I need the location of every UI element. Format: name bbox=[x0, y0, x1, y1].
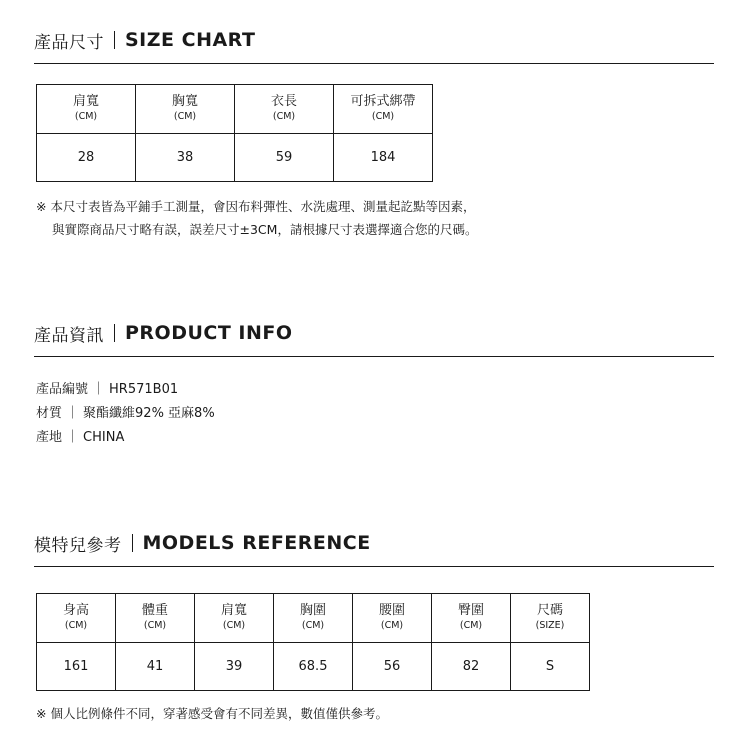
models-section bbox=[34, 528, 714, 567]
models-table bbox=[36, 593, 590, 691]
size-chart-title bbox=[34, 25, 714, 55]
header-unit: (CM) bbox=[272, 111, 296, 122]
value-cell: 38 bbox=[136, 134, 235, 182]
header-label: 衣長 bbox=[270, 94, 297, 109]
value-cell: 41 bbox=[116, 643, 195, 691]
product-info-title bbox=[34, 318, 714, 348]
header-label: 身高 bbox=[62, 603, 89, 618]
value-cell: 56 bbox=[353, 643, 432, 691]
header-cell bbox=[511, 594, 590, 643]
header-label: 肩寬 bbox=[72, 94, 99, 109]
header-label: 尺碼 bbox=[536, 603, 563, 618]
value-cell: 68.5 bbox=[274, 643, 353, 691]
section-divider bbox=[34, 566, 714, 567]
size-chart-table bbox=[36, 84, 433, 182]
header-label: 腰圍 bbox=[378, 603, 405, 618]
header-label: 胸圍 bbox=[299, 603, 326, 618]
header-cell bbox=[235, 85, 334, 134]
product-info-list bbox=[36, 378, 215, 450]
header-cell bbox=[37, 594, 116, 643]
value-cell: 28 bbox=[37, 134, 136, 182]
value-cell: 39 bbox=[195, 643, 274, 691]
size-chart-section bbox=[34, 25, 714, 64]
header-unit: (CM) bbox=[173, 111, 197, 122]
header-unit: (CM) bbox=[459, 620, 483, 631]
header-cell bbox=[432, 594, 511, 643]
header-cell bbox=[195, 594, 274, 643]
product-info-value: CHINA bbox=[83, 430, 125, 445]
models-title-en: MODELS REFERENCE bbox=[142, 532, 371, 554]
header-unit: (CM) bbox=[222, 620, 246, 631]
size-chart-value-row bbox=[37, 134, 433, 182]
header-label: 可拆式綁帶 bbox=[350, 94, 416, 109]
header-label: 肩寬 bbox=[220, 603, 247, 618]
product-info-divider: ｜ bbox=[66, 406, 80, 421]
header-label: 胸寬 bbox=[171, 94, 198, 109]
header-cell bbox=[334, 85, 433, 134]
section-divider bbox=[34, 63, 714, 64]
size-chart-header-row bbox=[37, 85, 433, 134]
title-separator bbox=[114, 31, 115, 49]
header-unit: (CM) bbox=[301, 620, 325, 631]
header-label: 體重 bbox=[141, 603, 168, 618]
models-title-zh: 模特兒參考 bbox=[34, 535, 122, 556]
header-unit: (CM) bbox=[143, 620, 167, 631]
product-info-section bbox=[34, 318, 714, 357]
size-chart-note-line: ※ 本尺寸表皆為平鋪手工測量，會因布料彈性、水洗處理、測量起訖點等因素， bbox=[36, 199, 476, 214]
header-cell bbox=[136, 85, 235, 134]
value-cell: S bbox=[511, 643, 590, 691]
header-cell bbox=[37, 85, 136, 134]
product-info-title-en: PRODUCT INFO bbox=[125, 322, 293, 344]
size-chart-note-line: 與實際商品尺寸略有誤，誤差尺寸±3CM，請根據尺寸表選擇適合您的尺碼。 bbox=[52, 222, 478, 237]
product-info-label: 產地 bbox=[36, 430, 63, 445]
product-info-label: 材質 bbox=[36, 406, 63, 421]
value-cell: 184 bbox=[334, 134, 433, 182]
models-header-row bbox=[37, 594, 590, 643]
models-note: ※ 個人比例條件不同，穿著感受會有不同差異，數值僅供參考。 bbox=[36, 706, 388, 721]
models-value-row bbox=[37, 643, 590, 691]
header-unit: (CM) bbox=[74, 111, 98, 122]
product-info-label: 產品編號 bbox=[36, 382, 89, 397]
product-info-row bbox=[36, 426, 215, 450]
section-divider bbox=[34, 356, 714, 357]
header-cell bbox=[353, 594, 432, 643]
product-info-divider: ｜ bbox=[66, 430, 80, 445]
header-unit: (CM) bbox=[380, 620, 404, 631]
header-cell bbox=[116, 594, 195, 643]
value-cell: 161 bbox=[37, 643, 116, 691]
title-separator bbox=[114, 324, 115, 342]
product-info-title-zh: 產品資訊 bbox=[34, 325, 104, 346]
title-separator bbox=[132, 534, 133, 552]
value-cell: 82 bbox=[432, 643, 511, 691]
header-unit: (CM) bbox=[371, 111, 395, 122]
product-info-value: 聚酯纖維92% 亞麻8% bbox=[83, 406, 215, 421]
product-info-row bbox=[36, 378, 215, 402]
product-info-divider: ｜ bbox=[92, 382, 106, 397]
models-title bbox=[34, 528, 714, 558]
value-cell: 59 bbox=[235, 134, 334, 182]
product-info-value: HR571B01 bbox=[109, 382, 179, 397]
product-info-row bbox=[36, 402, 215, 426]
header-unit: (CM) bbox=[64, 620, 88, 631]
header-cell bbox=[274, 594, 353, 643]
header-label: 臀圍 bbox=[457, 603, 484, 618]
size-chart-title-zh: 產品尺寸 bbox=[34, 32, 104, 53]
header-unit: (SIZE) bbox=[535, 620, 565, 631]
size-chart-note bbox=[36, 195, 477, 241]
size-chart-title-en: SIZE CHART bbox=[125, 29, 256, 51]
